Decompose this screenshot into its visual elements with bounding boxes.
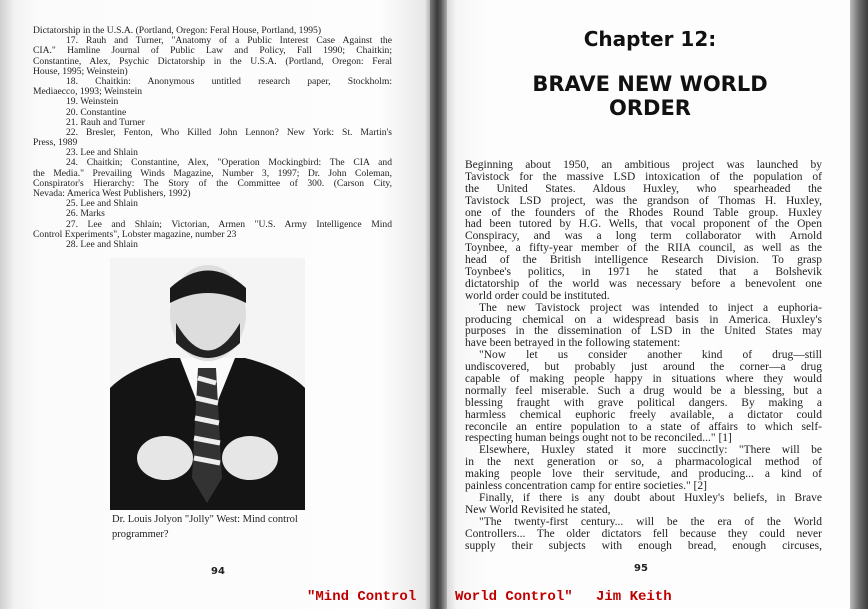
text-line: capable of making people happy in situations where they would [465,373,822,386]
text-line: Press, 1989 [33,137,78,149]
text-line: Conspiracy, and was a long term collaborator with Arnold [465,230,822,243]
text-line: 26. Marks [66,208,105,220]
text-line: had been tutored by H.G. Wells, that vocal proponent of the Open [465,218,822,231]
text-line: Dictatorship in the U.S.A. (Portland, Oregon: Feral House, Portland, 1995) [33,25,322,36]
photo-caption: Dr. Louis Jolyon "Jolly" West: Mind control programmer? [112,514,298,540]
text-line: 19. Weinstein [66,96,119,108]
portrait-photo [110,258,305,510]
text-line: Toynbee's politics, in 1971 he stated that a Bolshevik [465,266,822,279]
text-line: Tavistock for the massive LSD intoxication of the population of [465,170,822,183]
text-line: supply their subjects with enough bread, enough circuses, [465,539,822,552]
text-line: "Now let us consider another kind of drug—still [479,349,822,362]
text-line: House, 1995; Weinstein) [33,65,128,77]
footer-title-part-2: World Control" [455,589,573,605]
text-line: 20. Constantine [66,106,127,118]
text-line: normally feel miserable. Such a drug would be a blessing, but a [465,384,822,397]
text-line: harmless chemical euphoric freely available, a dictator could [465,408,822,421]
text-line: Controllers... The older dictators fell because they could never [465,527,822,540]
text-line: the United States. Aldous Huxley, who spearheaded the [465,182,822,195]
text-line: "The twenty-first century... will be the era of the World [479,515,822,528]
text-line: head of the British intelligence Research Division. To grasp [465,254,822,267]
text-line: Beginning about 1950, an ambitious project was launched by [465,159,822,171]
book-gutter [430,0,448,609]
text-line: making people love their servitude, and producing... a kind of [465,468,822,481]
text-line: in the next generation or so, a pharmacological method of [465,456,822,469]
text-line: 17. Rauh and Turner, "Anatomy of a Public Interest Case Against the [66,35,392,47]
text-line: blessing fraught with grave political dangers. By making a [465,396,822,409]
text-line: 25. Lee and Shlain [66,198,138,210]
text-line: the Media." Prevailing Winds Magazine, Number 3, 1997; Dr. John Coleman, [33,167,392,179]
text-line: Elsewhere, Huxley stated it more succinctly: "There will be [479,444,822,457]
page-edge [850,0,868,609]
text-line: 28. Lee and Shlain [66,238,138,250]
text-line: dictatorship of the world was necessary before a benevolent one [465,277,822,290]
text-line: 23. Lee and Shlain [66,147,138,159]
footnotes [33,26,392,250]
text-line: Control Experiments", Lobster magazine, number 23 [33,228,237,240]
text-line: 22. Bresler, Fenton, Who Killed John Lennon? New York: St. Martin's [66,126,392,138]
page-number-right: 95 [634,563,648,574]
text-line: 18. Chaitkin: Anonymous untitled research paper, Stockholm: [66,75,392,87]
chapter-heading: Chapter 12: [583,27,717,51]
text-line: Constantine, Alex, Psychic Dictatorship in the U.S.A. (Portland, Oregon: Feral [33,55,392,67]
text-line: painless concentration camp for entire societies." [2] [465,480,707,493]
text-line: Tavistock LSD project, was the grandson of Thomas H. Huxley, [465,194,822,207]
text-line: purposes in the dissemination of LSD in the United States may [465,325,822,338]
text-line: world order could be instituted. [465,289,610,302]
chapter-title-line-2: ORDER [609,96,691,120]
text-line: Mediaecco, 1993; Weinstein [33,86,143,98]
text-line: one of the founders of the Rhodes Round Table group. Huxley [465,206,822,219]
text-line: undiscovered, but probably just around the corner—a drug [465,361,822,374]
text-line: have been betrayed in the following statement: [465,337,681,350]
text-line: Nevada: America West Publishers, 1992) [33,188,191,199]
text-line: Finally, if there is any doubt about Huxley's beliefs, in Brave [479,491,822,504]
text-line: Toynbee, a fifty-year member of the RIIA council, as well as the [465,242,822,255]
text-line: producing chemical on a widespread basis in America. Huxley's [465,313,822,326]
chapter-body-text [465,160,822,552]
text-line: 24. Chaitkin; Constantine, Alex, "Operation Mockingbird: The CIA and [66,157,392,169]
text-line: The new Tavistock project was intended to inject a euphoria- [479,301,822,314]
text-line: reconcile an entire population to a state of affairs to which self- [465,420,822,433]
page-number-left: 94 [211,566,225,577]
text-line: New World Revisited he stated, [465,503,611,516]
footer-title-part-1: "Mind Control [307,589,417,605]
text-line: 21. Rauh and Turner [66,116,145,128]
chapter-title-line-1: BRAVE NEW WORLD [532,72,768,96]
text-line: Conspirator's Hierarchy: The Story of the Committee of 300. (Carson City, [33,177,392,189]
footer-author: Jim Keith [596,589,672,605]
text-line: respecting human beings ought not to be reconciled..." [1] [465,432,732,445]
text-line: CIA." Hamline Journal of Public Law and Policy, Fall 1990; Chaitkin; [33,45,392,57]
text-line: 27. Lee and Shlain; Victorian, Armen "U.S. Army Intelligence Mind [66,218,392,230]
